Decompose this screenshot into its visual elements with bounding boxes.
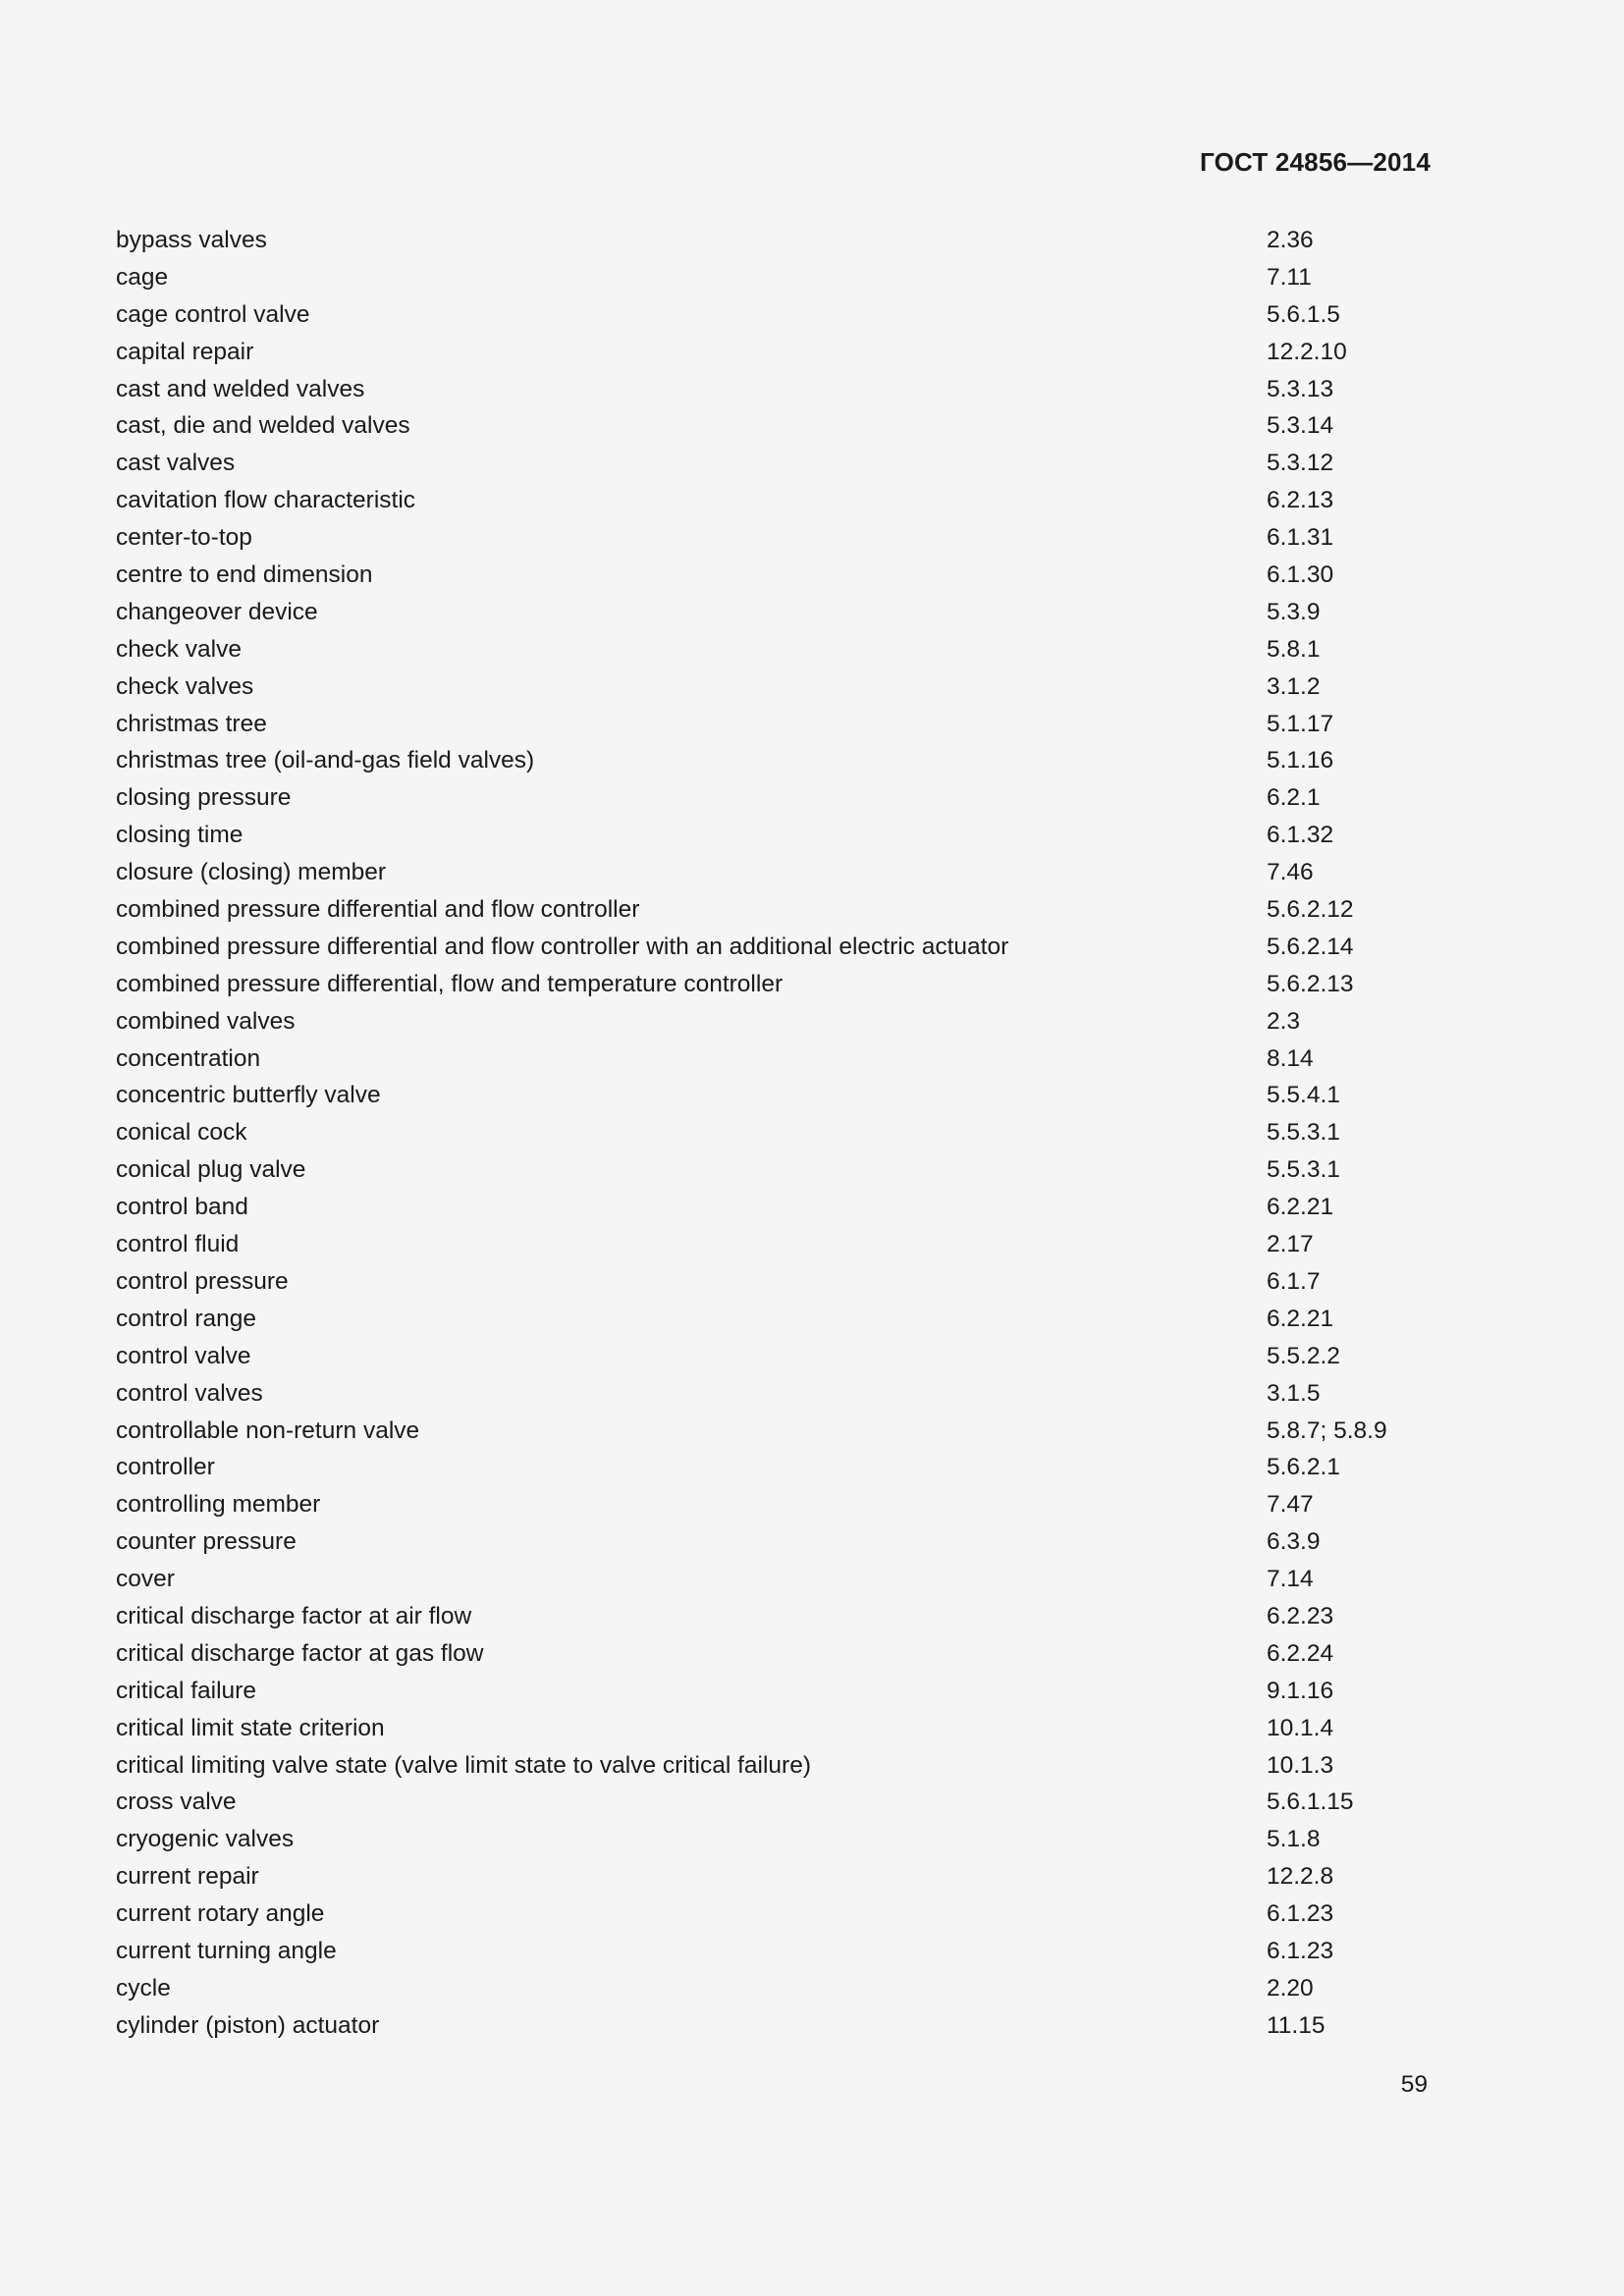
index-reference: 5.5.4.1 xyxy=(1267,1082,1340,1109)
index-reference: 5.1.16 xyxy=(1267,747,1334,774)
index-term: cavitation flow characteristic xyxy=(116,487,416,514)
index-entry xyxy=(116,1449,1392,1486)
index-term: cast and welded valves xyxy=(116,375,365,402)
index-term: combined pressure differential and flow controller with an additional electric actuator xyxy=(116,933,1009,960)
index-reference: 7.11 xyxy=(1267,263,1312,291)
index-entry xyxy=(116,891,1392,929)
index-entry xyxy=(116,371,1392,408)
index-entry xyxy=(116,1301,1392,1338)
index-entry xyxy=(116,631,1392,668)
index-entry xyxy=(116,1598,1392,1635)
index-term: cycle xyxy=(116,1974,171,2002)
index-entry xyxy=(116,1375,1392,1413)
index-term: control range xyxy=(116,1305,257,1332)
index-reference: 7.46 xyxy=(1267,859,1314,886)
index-term: closing pressure xyxy=(116,784,292,812)
index-term: control valve xyxy=(116,1342,251,1369)
index-term: combined pressure differential, flow and temperature controller xyxy=(116,970,784,997)
page-number: 59 xyxy=(1400,2071,1428,2098)
index-term: conical cock xyxy=(116,1119,247,1147)
index-reference: 5.5.2.2 xyxy=(1267,1342,1340,1369)
index-term: bypass valves xyxy=(116,227,267,253)
index-reference: 6.2.21 xyxy=(1267,1305,1334,1332)
index-entry xyxy=(116,222,1392,259)
index-entry xyxy=(116,668,1392,706)
index-term: changeover device xyxy=(116,598,318,625)
index-entry xyxy=(116,1338,1392,1375)
index-term: closing time xyxy=(116,822,244,849)
index-entry xyxy=(116,1561,1392,1598)
index-reference: 6.1.31 xyxy=(1267,524,1334,552)
index-entry xyxy=(116,1933,1392,1970)
index-reference: 11.15 xyxy=(1267,2011,1326,2039)
index-term: closure (closing) member xyxy=(116,859,387,886)
index-term: critical failure xyxy=(116,1677,256,1704)
index-reference: 8.14 xyxy=(1267,1044,1314,1072)
index-reference: 10.1.4 xyxy=(1267,1714,1334,1741)
index-term: controlling member xyxy=(116,1491,321,1519)
index-entry xyxy=(116,1226,1392,1263)
index-term: cast, die and welded valves xyxy=(116,412,410,440)
index-term: critical limit state criterion xyxy=(116,1714,385,1741)
index-reference: 6.1.7 xyxy=(1267,1267,1321,1295)
index-entry xyxy=(116,1523,1392,1561)
index-reference: 5.6.2.13 xyxy=(1267,970,1354,997)
index-entry xyxy=(116,1896,1392,1933)
index-reference: 6.2.1 xyxy=(1267,784,1321,812)
index-entry xyxy=(116,259,1392,296)
index-term: controllable non-return valve xyxy=(116,1416,420,1444)
index-entry xyxy=(116,519,1392,557)
index-reference: 6.1.23 xyxy=(1267,1900,1334,1928)
index-term: cage xyxy=(116,263,169,291)
index-reference: 5.6.1.5 xyxy=(1267,300,1340,328)
index-entry xyxy=(116,1635,1392,1673)
index-entry xyxy=(116,1041,1392,1078)
index-reference: 5.3.9 xyxy=(1267,598,1321,625)
index-reference: 5.3.14 xyxy=(1267,412,1334,440)
index-reference: 6.1.23 xyxy=(1267,1937,1334,1964)
index-term: conical plug valve xyxy=(116,1156,306,1184)
index-reference: 6.1.32 xyxy=(1267,822,1334,849)
index-term: check valves xyxy=(116,672,254,700)
index-term: center-to-top xyxy=(116,524,252,552)
index-term: current repair xyxy=(116,1863,259,1891)
index-term: control valves xyxy=(116,1379,263,1407)
index-entry xyxy=(116,482,1392,519)
index-entry xyxy=(116,557,1392,594)
index-entry xyxy=(116,1413,1392,1450)
index-reference: 6.3.9 xyxy=(1267,1528,1321,1556)
index-entry xyxy=(116,1151,1392,1189)
index-reference: 5.6.2.12 xyxy=(1267,896,1354,924)
index-term: centre to end dimension xyxy=(116,561,373,589)
index-term: current turning angle xyxy=(116,1937,337,1964)
index-entry xyxy=(116,1003,1392,1041)
index-term: critical limiting valve state (valve limit state to valve critical failure) xyxy=(116,1751,811,1779)
index-entry xyxy=(116,445,1392,482)
index-term: control band xyxy=(116,1194,248,1221)
index-entry xyxy=(116,1821,1392,1858)
index-reference: 5.1.8 xyxy=(1267,1826,1321,1853)
index-reference: 5.3.12 xyxy=(1267,450,1334,477)
index-reference: 6.2.13 xyxy=(1267,487,1334,514)
index-reference: 3.1.2 xyxy=(1267,672,1321,700)
index-entry xyxy=(116,929,1392,966)
index-term: cylinder (piston) actuator xyxy=(116,2011,380,2039)
index-reference: 5.1.17 xyxy=(1267,710,1334,737)
index-reference: 12.2.8 xyxy=(1267,1863,1334,1891)
index-term: counter pressure xyxy=(116,1528,297,1556)
index-term: critical discharge factor at gas flow xyxy=(116,1639,484,1667)
index-reference: 12.2.10 xyxy=(1267,338,1347,365)
index-reference: 5.6.1.15 xyxy=(1267,1789,1354,1816)
document-header: ГОСТ 24856—2014 xyxy=(1200,147,1431,177)
index-term: christmas tree xyxy=(116,710,267,737)
index-reference: 5.8.1 xyxy=(1267,635,1321,663)
index-term: cover xyxy=(116,1566,175,1593)
index-reference: 6.2.21 xyxy=(1267,1194,1334,1221)
index-reference: 5.6.2.14 xyxy=(1267,933,1354,960)
index-entry xyxy=(116,594,1392,631)
index-entry xyxy=(116,1784,1392,1821)
index-entry xyxy=(116,1710,1392,1747)
index-term: check valve xyxy=(116,635,243,663)
index-reference: 10.1.3 xyxy=(1267,1751,1334,1779)
index-entry xyxy=(116,1970,1392,2007)
index-term: cross valve xyxy=(116,1789,237,1816)
index-entry xyxy=(116,2007,1392,2045)
index-reference: 6.2.23 xyxy=(1267,1602,1334,1629)
index-entry xyxy=(116,1263,1392,1301)
index-entry xyxy=(116,1747,1392,1785)
index-reference: 2.3 xyxy=(1267,1007,1301,1035)
index-term: critical discharge factor at air flow xyxy=(116,1602,472,1629)
index-entry xyxy=(116,854,1392,891)
index-entry xyxy=(116,817,1392,854)
index-term: cryogenic valves xyxy=(116,1826,295,1853)
index-term: combined pressure differential and flow controller xyxy=(116,896,640,924)
index-term: combined valves xyxy=(116,1007,296,1035)
index-term: cast valves xyxy=(116,450,236,477)
index-reference: 6.2.24 xyxy=(1267,1639,1334,1667)
index-term: current rotary angle xyxy=(116,1900,325,1928)
index-entry xyxy=(116,1189,1392,1226)
index-reference: 5.3.13 xyxy=(1267,375,1334,402)
index-entry xyxy=(116,296,1392,334)
index-reference: 9.1.16 xyxy=(1267,1677,1334,1704)
index-term: controller xyxy=(116,1454,215,1481)
index-entry xyxy=(116,779,1392,817)
index-reference: 5.5.3.1 xyxy=(1267,1156,1340,1184)
index-term: christmas tree (oil-and-gas field valves) xyxy=(116,747,535,774)
index-entry xyxy=(116,1486,1392,1523)
index-reference: 5.5.3.1 xyxy=(1267,1119,1340,1147)
index-reference: 6.1.30 xyxy=(1267,561,1334,589)
index-term: cage control valve xyxy=(116,300,310,328)
index-entry xyxy=(116,742,1392,779)
index-reference: 7.14 xyxy=(1267,1566,1314,1593)
index-reference: 5.8.7; 5.8.9 xyxy=(1267,1416,1387,1444)
term-index-list xyxy=(116,222,1392,2045)
index-entry xyxy=(116,334,1392,371)
index-term: concentration xyxy=(116,1044,261,1072)
index-entry xyxy=(116,1114,1392,1151)
index-entry xyxy=(116,1673,1392,1710)
index-reference: 2.20 xyxy=(1267,1974,1314,2002)
index-entry xyxy=(116,966,1392,1003)
index-reference: 5.6.2.1 xyxy=(1267,1454,1340,1481)
index-term: capital repair xyxy=(116,338,254,365)
index-term: concentric butterfly valve xyxy=(116,1082,381,1109)
index-reference: 2.17 xyxy=(1267,1231,1314,1258)
index-term: control fluid xyxy=(116,1231,240,1258)
index-reference: 7.47 xyxy=(1267,1491,1314,1519)
index-entry xyxy=(116,1858,1392,1896)
index-reference: 2.36 xyxy=(1267,227,1314,253)
index-term: control pressure xyxy=(116,1267,289,1295)
index-entry xyxy=(116,706,1392,743)
index-entry xyxy=(116,1077,1392,1114)
index-entry xyxy=(116,407,1392,445)
index-reference: 3.1.5 xyxy=(1267,1379,1321,1407)
